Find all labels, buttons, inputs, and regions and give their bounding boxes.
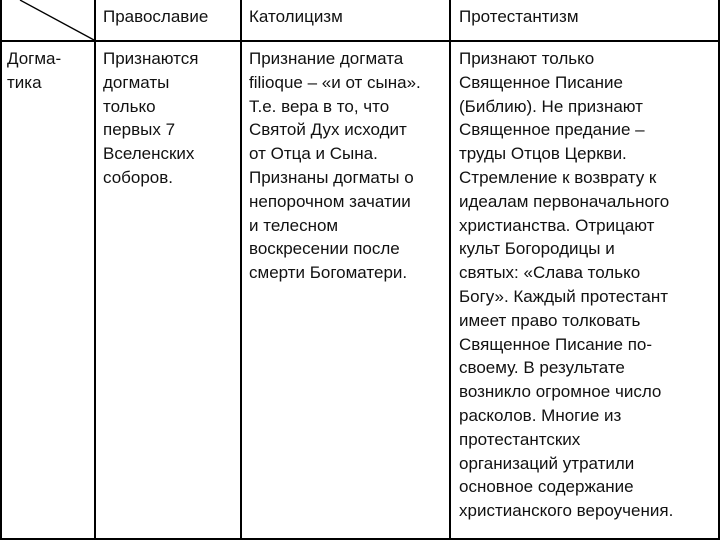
left-border — [0, 0, 2, 540]
column-divider-2 — [240, 0, 242, 540]
column-divider-1 — [94, 0, 96, 540]
column-divider-3 — [449, 0, 451, 540]
cell-orthodoxy-dogmatics: Признаются догматы только первых 7 Вселенских соборов. — [103, 49, 199, 187]
header-catholicism: Католицизм — [249, 7, 343, 26]
cell-catholicism-dogmatics: Признание догмата filioque – «и от сына». Т.е. вера в то, что Святой Дух исходит от Отца и Сына. Признаны догматы о непорочном зачатии и телесном воскресении после смерти Богоматери. — [249, 49, 421, 283]
header-bottom-border — [0, 40, 720, 42]
header-orthodoxy: Православие — [103, 7, 209, 26]
header-protestantism: Протестантизм — [459, 7, 579, 26]
row-label-dogmatics: Догма- тика — [7, 49, 62, 92]
cell-protestantism-dogmatics: Признают только Священное Писание (Библию). Не признают Священное предание – труды Отцов Церкви. Стремление к возврату к идеалам первоначального христианства. Отрицают культ Богородицы и святых: «Слава только Богу». Каждый протестант имеет право толковать Священное Писание по- своему. В результате возникло огромное число расколов. Многие из протестантских организаций утратили основное содержание христианского вероучения. — [459, 49, 674, 521]
